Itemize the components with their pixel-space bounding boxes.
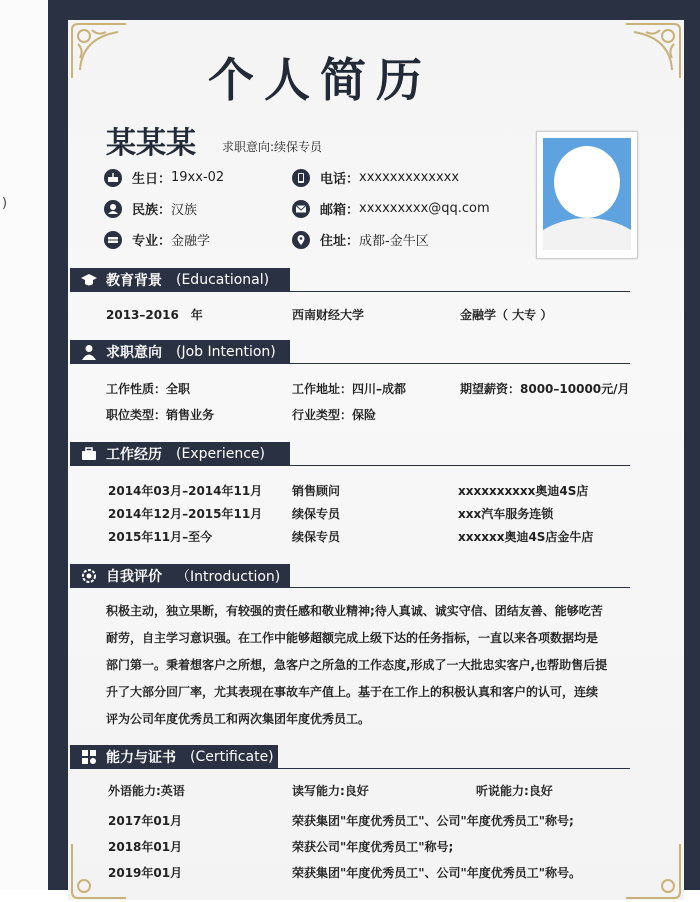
book-icon	[104, 231, 122, 249]
intention-position: 职位类型：销售业务	[106, 408, 215, 422]
person-name: 某某某	[106, 126, 196, 161]
section-education-header: 教育背景 (Educational)	[70, 268, 290, 292]
phone-icon	[292, 169, 310, 187]
education-major: 金融学（ 大专 ）	[460, 308, 553, 322]
experience-role: 续保专员	[292, 530, 341, 544]
left-margin	[0, 0, 48, 890]
section-divider	[70, 291, 630, 292]
introduction-text: 积极主动，独立果断，有较强的责任感和敬业精神;待人真诚、诚实守信、团结友善、能够吃苦 耐劳，自主学习意识强。在工作中能够超额完成上级下达的任务指标，一直以来各项数据均是 部门第一。秉着想客户之所想，急客户之所急的工作态度,形成了一大批忠实客户,也帮助售后提 升了大部分回厂率，尤其表现在事故车产值上。基于在工作上的积极认真和客户的认可，连续 评为公司年度优秀员工和两次集团年度优秀员工。	[106, 604, 608, 726]
location-pin-icon	[292, 231, 310, 249]
section-introduction-header: 自我评价 （Introduction)	[70, 564, 290, 588]
section-divider	[70, 465, 630, 466]
person-icon	[80, 343, 98, 361]
stray-char: )	[2, 196, 8, 211]
gear-icon	[80, 567, 98, 585]
intention-salary: 期望薪资：8000–10000元/月	[460, 382, 630, 396]
experience-period: 2015年11月–至今	[108, 530, 213, 544]
experience-company: xxxxxx奥迪4S店金牛店	[458, 530, 594, 544]
award-text: 荣获集团"年度优秀员工"、公司"年度优秀员工"称号;	[292, 814, 574, 828]
mail-icon	[292, 200, 310, 218]
section-certificate-header: 能力与证书 (Certificate)	[70, 745, 278, 769]
page-title: 个人简历	[208, 53, 432, 107]
award-date: 2018年01月	[108, 840, 183, 854]
intention-nature: 工作性质：全职	[106, 382, 191, 396]
briefcase-icon	[80, 445, 98, 463]
info-birth: 生日： 19xx-02	[104, 168, 224, 187]
experience-period: 2014年12月–2015年11月	[108, 507, 263, 521]
experience-company: xxxxxxxxxx奥迪4S店	[458, 484, 589, 498]
award-text: 荣获集团"年度优秀员工"、公司"年度优秀员工"称号。	[292, 866, 582, 880]
info-phone: 电话： xxxxxxxxxxxxx	[292, 168, 459, 187]
section-intention-header: 求职意向 (Job Intention)	[70, 340, 290, 364]
experience-role: 销售顾问	[292, 484, 341, 498]
section-experience-header: 工作经历 (Experience)	[70, 442, 290, 466]
education-years: 2013–2016 年	[106, 308, 203, 322]
info-ethnicity: 民族： 汉族	[104, 199, 197, 218]
education-school: 西南财经大学	[292, 308, 365, 322]
certificate-foreign: 外语能力:英语	[108, 784, 185, 798]
experience-role: 续保专员	[292, 507, 341, 521]
experience-company: xxx汽车服务连锁	[458, 507, 554, 521]
section-divider	[70, 768, 630, 769]
info-email: 邮箱： xxxxxxxxx@qq.com	[292, 199, 490, 218]
avatar-silhouette-icon	[543, 138, 631, 250]
graduation-cap-icon	[80, 271, 98, 289]
corner-ornament-icon	[622, 840, 684, 902]
user-icon	[104, 200, 122, 218]
intention-industry: 行业类型：保险	[292, 408, 377, 422]
profile-photo	[536, 131, 638, 259]
certificate-listening: 听说能力:良好	[476, 784, 553, 798]
intention-location: 工作地址：四川–成都	[292, 382, 407, 396]
grid-icon	[80, 748, 98, 766]
info-major: 专业： 金融学	[104, 230, 210, 249]
section-divider	[70, 587, 630, 588]
award-date: 2019年01月	[108, 866, 183, 880]
cake-icon	[104, 169, 122, 187]
certificate-reading: 读写能力:良好	[292, 784, 369, 798]
section-divider	[70, 363, 630, 364]
award-date: 2017年01月	[108, 814, 183, 828]
experience-period: 2014年03月–2014年11月	[108, 484, 263, 498]
award-text: 荣获公司"年度优秀员工"称号;	[292, 840, 454, 854]
info-address: 住址： 成都-金牛区	[292, 230, 429, 249]
job-intent: 求职意向:续保专员	[222, 140, 323, 154]
